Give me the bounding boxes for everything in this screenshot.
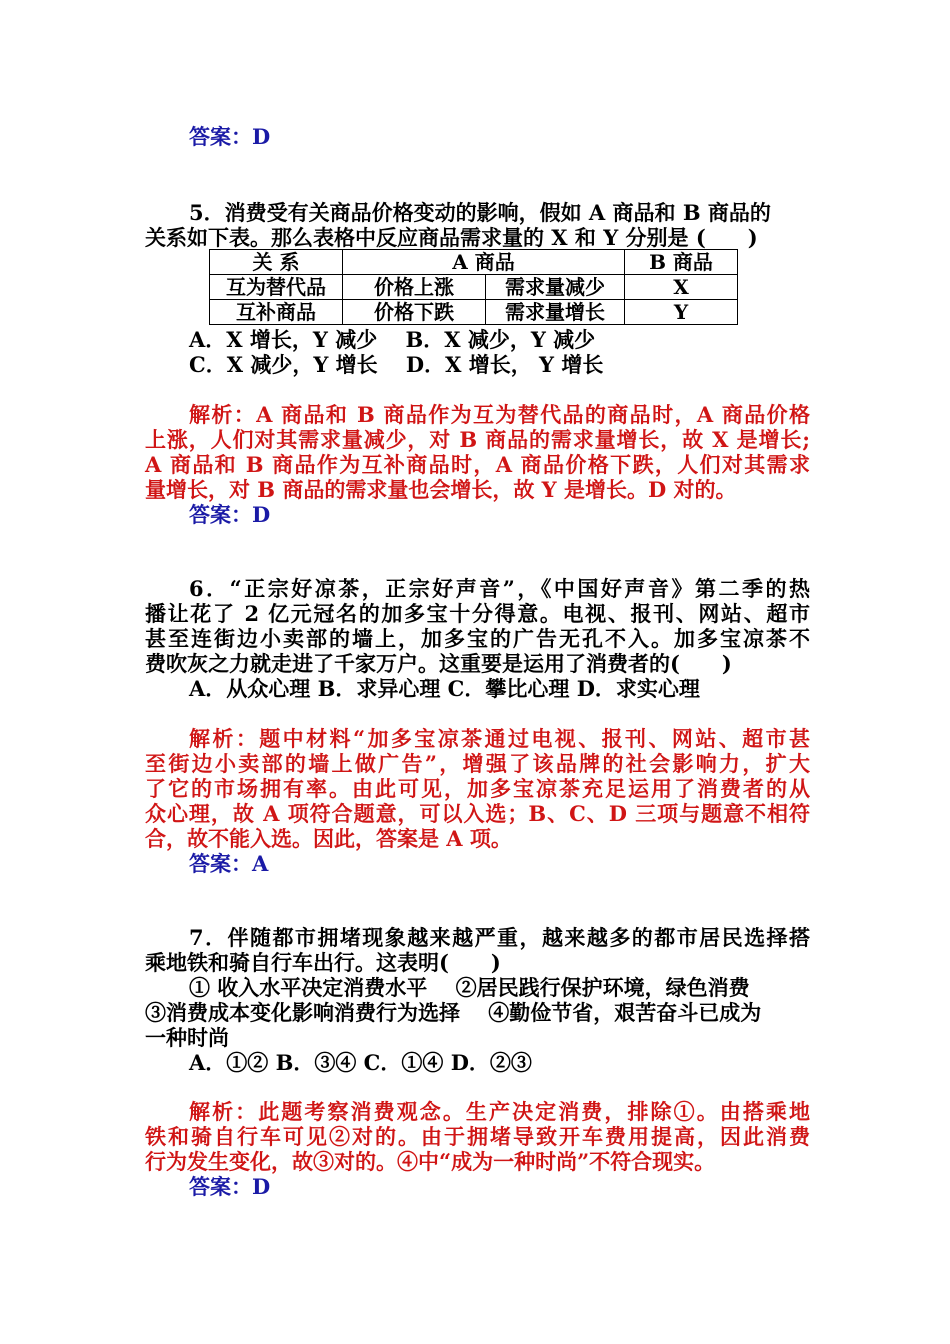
q7-options bbox=[145, 1050, 810, 1075]
q6-answer bbox=[145, 851, 810, 876]
table-row bbox=[210, 275, 738, 300]
q6-explanation-line-4: 众心理，故 A 项符合题意，可以入选；B、C、D 三项与题意不相符 bbox=[145, 801, 810, 826]
q7-stem-line-3: ① 收入水平决定消费水平 ②居民践行保护环境，绿色消费 bbox=[189, 975, 750, 1000]
q5-relationship-table bbox=[209, 249, 738, 325]
q6-explanation-line-1: 解析：题中材料“加多宝凉茶通过电视、报刊、网站、超市甚 bbox=[189, 726, 810, 751]
table-cell: 互为替代品 bbox=[210, 275, 343, 300]
table-cell: 价格下跌 bbox=[343, 300, 486, 325]
q4-answer-text: 答案：D bbox=[189, 124, 271, 149]
q5-answer bbox=[145, 502, 810, 527]
q7-stem-line-4: ③消费成本变化影响消费行为选择 ④勤俭节省，艰苦奋斗已成为 bbox=[145, 1000, 762, 1025]
table-cell: 需求量增长 bbox=[486, 300, 625, 325]
q5-options-line-2: C．X 减少，Y 增长 D．X 增长， Y 增长 bbox=[189, 352, 604, 377]
header-cell-a-goods: A 商品 bbox=[343, 250, 625, 275]
q7-explanation-line-2: 铁和骑自行车可见②对的。由于拥堵导致开车费用提高，因此消费 bbox=[145, 1124, 810, 1149]
q6-explanation-line-5: 合，故不能入选。因此，答案是 A 项。 bbox=[145, 826, 512, 851]
table-header-row bbox=[210, 250, 738, 275]
q6-explanation-line-2: 至街边小卖部的墙上做广告”，增强了该品牌的社会影响力，扩大 bbox=[145, 751, 810, 776]
q7-explanation-line-1: 解析：此题考察消费观念。生产决定消费，排除①。由搭乘地 bbox=[189, 1099, 810, 1124]
q5-answer-text: 答案：D bbox=[189, 502, 271, 527]
q7-answer-text: 答案：D bbox=[189, 1174, 271, 1199]
table-cell: 价格上涨 bbox=[343, 275, 486, 300]
q6-options-line: A．从众心理 B．求异心理 C．攀比心理 D．求实心理 bbox=[189, 676, 700, 701]
q6-options bbox=[145, 676, 810, 701]
table-row bbox=[210, 300, 738, 325]
q6-stem-line-3: 甚至连街边小卖部的墙上，加多宝的广告无孔不入。加多宝凉茶不 bbox=[145, 626, 810, 651]
q6-explanation bbox=[145, 726, 810, 851]
q7-stem-line-1: 7．伴随都市拥堵现象越来越严重，越来越多的都市居民选择搭 bbox=[189, 925, 810, 950]
table-cell: 互补商品 bbox=[210, 300, 343, 325]
q6-stem bbox=[145, 576, 810, 676]
q7-options-line: A．①② B．③④ C．①④ D．②③ bbox=[189, 1050, 532, 1075]
q6-stem-line-1: 6．“正宗好凉茶，正宗好声音”，《中国好声音》第二季的热 bbox=[189, 576, 810, 601]
q6-answer-text: 答案：A bbox=[189, 851, 269, 876]
q5-stem-line-1: 5．消费受有关商品价格变动的影响，假如 A 商品和 B 商品的 bbox=[189, 200, 771, 225]
q7-stem-line-2: 乘地铁和骑自行车出行。这表明( ) bbox=[145, 950, 501, 975]
q7-answer bbox=[145, 1174, 810, 1199]
table-cell: X bbox=[625, 275, 738, 300]
q5-stem bbox=[145, 200, 810, 250]
q5-stem-line-2: 关系如下表。那么表格中反应商品需求量的 X 和 Y 分别是 ( ) bbox=[145, 225, 758, 250]
header-cell-b-goods: B 商品 bbox=[625, 250, 738, 275]
q7-explanation-line-3: 行为发生变化，故③对的。④中“成为一种时尚”不符合现实。 bbox=[145, 1149, 716, 1174]
table-cell: 需求量减少 bbox=[486, 275, 625, 300]
q5-explanation bbox=[145, 402, 810, 502]
table-cell: Y bbox=[625, 300, 738, 325]
q6-stem-line-4: 费吹灰之力就走进了千家万户。这重要是运用了消费者的( ) bbox=[145, 651, 732, 676]
q6-explanation-line-3: 了它的市场拥有率。由此可见，加多宝凉茶充足运用了消费者的从 bbox=[145, 776, 810, 801]
q7-stem-line-5: 一种时尚 bbox=[145, 1025, 229, 1050]
q6-stem-line-2: 播让花了 2 亿元冠名的加多宝十分得意。电视、报刊、网站、超市 bbox=[145, 601, 810, 626]
q7-stem bbox=[145, 925, 810, 1050]
q4-answer bbox=[145, 124, 810, 149]
q5-explanation-line-4: 量增长，对 B 商品的需求量也会增长，故 Y 是增长。D 对的。 bbox=[145, 477, 737, 502]
header-cell-relation: 关 系 bbox=[210, 250, 343, 275]
q5-options bbox=[145, 327, 810, 377]
q5-explanation-line-3: A 商品和 B 商品作为互补商品时，A 商品价格下跌，人们对其需求 bbox=[145, 452, 810, 477]
q5-explanation-line-2: 上涨，人们对其需求量减少，对 B 商品的需求量增长，故 X 是增长; bbox=[145, 427, 810, 452]
q5-options-line-1: A．X 增长，Y 减少 B．X 减少，Y 减少 bbox=[189, 327, 596, 352]
q7-explanation bbox=[145, 1099, 810, 1174]
q5-explanation-line-1: 解析：A 商品和 B 商品作为互为替代品的商品时，A 商品价格 bbox=[189, 402, 810, 427]
